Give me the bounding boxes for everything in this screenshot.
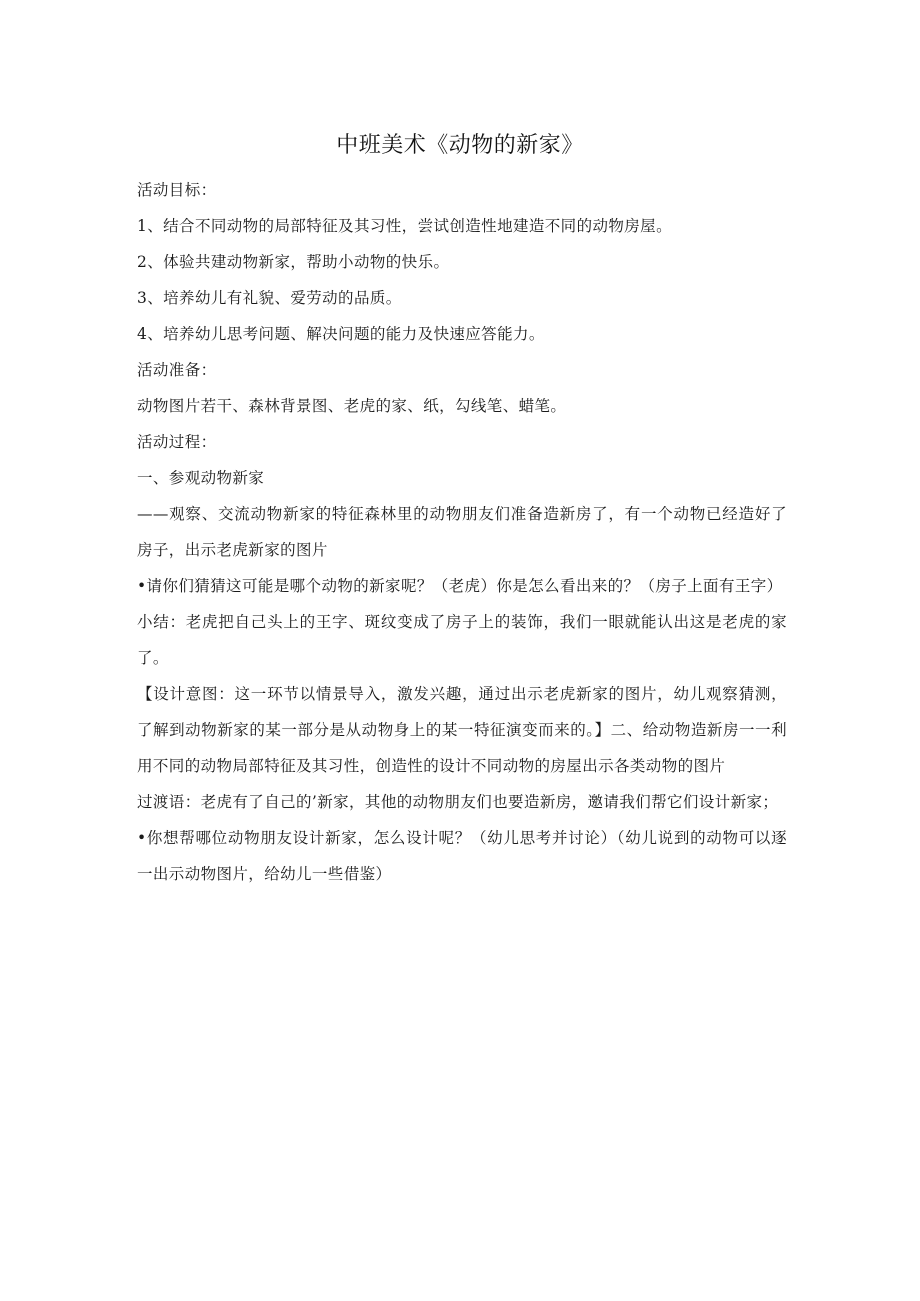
transition-paragraph: 过渡语：老虎有了自己的’新家，其他的动物朋友们也要造新房，邀请我们帮它们设计新家； [137,793,779,811]
document-title: 中班美术《动物的新家》 [336,133,584,158]
process-summary: 小结：老虎把自己头上的王字、斑纹变成了房子上的装饰，我们一眼就能认出这是老虎的家了。 [137,613,787,667]
preparation-text: 动物图片若干、森林背景图、老虎的家、纸，勾线笔、蜡笔。 [137,397,567,415]
objective-item-3: 3、培养幼儿有礼貌、爱劳动的品质。 [137,289,402,307]
objective-item-2: 2、体验共建动物新家，帮助小动物的快乐。 [137,253,450,271]
section-heading-objectives: 活动目标： [137,181,217,199]
process-step-1-heading: 一、参观动物新家 [137,469,265,487]
process-paragraph: ——观察、交流动物新家的特征森林里的动物朋友们准备造新房了，有一个动物已经造好了房子，出示老虎新家的图片 [137,505,787,559]
objective-item-1: 1、结合不同动物的局部特征及其习性，尝试创造性地建造不同的动物房屋。 [137,217,672,235]
document-body [137,172,787,892]
process-question: •请你们猜猜这可能是哪个动物的新家呢？（老虎）你是怎么看出来的？（房子上面有王字） [137,577,783,595]
design-intent-paragraph: 【设计意图：这一环节以情景导入，激发兴趣，通过出示老虎新家的图片，幼儿观察猜测，了解到动物新家的某一部分是从动物身上的某一特征演变而来的。】二、给动物造新房一一利用不同的动物局部特征及其习性，创造性的设计不同动物的房屋出示各类动物的图片 [137,685,787,775]
objective-item-4: 4、培养幼儿思考问题、解决问题的能力及快速应答能力。 [137,325,545,343]
section-heading-preparation: 活动准备： [137,361,217,379]
section-heading-process: 活动过程： [137,433,217,451]
discussion-question: •你想帮哪位动物朋友设计新家，怎么设计呢？（幼儿思考并讨论）（幼儿说到的动物可以逐一出示动物图片，给幼儿一些借鉴） [137,829,787,883]
